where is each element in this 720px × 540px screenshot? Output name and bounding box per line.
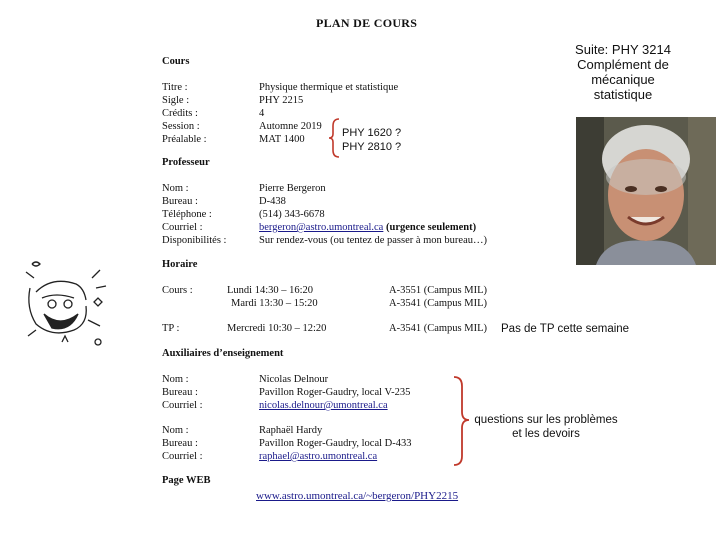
prereq-note-line-2: PHY 2810 ? <box>342 141 402 153</box>
schedule-tp-room: A-3541 (Campus MIL) <box>389 323 487 334</box>
professor-name-value: Pierre Bergeron <box>259 183 326 194</box>
suite-note-line-2: Complément de <box>577 57 669 72</box>
assistant-2-labels <box>162 424 203 463</box>
schedule-cours-time-1: Lundi 14:30 – 16:20 <box>227 285 314 296</box>
course-session-value: Automne 2019 <box>259 121 322 132</box>
course-code-value: PHY 2215 <box>259 95 304 106</box>
suite-note <box>560 42 686 102</box>
assistant-2-office-value: Pavillon Roger-Gaudry, local D-433 <box>259 438 412 449</box>
professor-office-label: Bureau : <box>162 196 198 207</box>
assistant-1-email-label: Courriel : <box>162 400 203 411</box>
professor-email-link[interactable]: bergeron@astro.umontreal.ca <box>259 222 384 233</box>
course-credits-value: 4 <box>259 108 265 119</box>
assistant-1-office-label: Bureau : <box>162 387 198 398</box>
schedule-tp-label: TP : <box>162 323 180 334</box>
professor-photo <box>576 117 716 265</box>
course-credits-label: Crédits : <box>162 108 198 119</box>
assistants-note <box>466 413 626 441</box>
professor-availability-value: Sur rendez-vous (ou tentez de passer à mon bureau…) <box>259 235 488 246</box>
assistant-1-labels <box>162 373 203 412</box>
cartoon-sketch-icon <box>22 258 110 352</box>
page-title: PLAN DE COURS <box>316 16 418 30</box>
course-code-label: Sigle : <box>162 95 190 106</box>
assistant-2-name-label: Nom : <box>162 425 189 436</box>
assistant-2-values <box>259 424 412 463</box>
professor-email-label: Courriel : <box>162 222 203 233</box>
professor-email-row <box>259 221 487 234</box>
schedule-cours-times <box>227 284 318 310</box>
schedule-cours-label: Cours : <box>162 285 193 296</box>
professor-heading: Professeur <box>162 157 210 168</box>
assistants-note-line-2: et les devoirs <box>512 428 580 440</box>
schedule-cours-rooms <box>389 284 487 310</box>
assistant-1-name-label: Nom : <box>162 374 189 385</box>
professor-availability-label: Disponibilités : <box>162 235 227 246</box>
schedule-cours-time-2: Mardi 13:30 – 15:20 <box>231 298 318 309</box>
assistant-2-name-value: Raphaël Hardy <box>259 425 323 436</box>
course-prereq-label: Préalable : <box>162 134 207 145</box>
suite-note-line-1: Suite: PHY 3214 <box>575 42 671 57</box>
professor-name-label: Nom : <box>162 183 189 194</box>
assistant-2-email-link[interactable]: raphael@astro.umontreal.ca <box>259 451 378 462</box>
assistant-1-name-value: Nicolas Delnour <box>259 374 329 385</box>
assistant-1-values <box>259 373 410 412</box>
professor-labels <box>162 182 226 247</box>
course-heading: Cours <box>162 56 190 67</box>
course-session-label: Session : <box>162 121 200 132</box>
course-prereq-value: MAT 1400 <box>259 134 305 145</box>
professor-phone-value: (514) 343-6678 <box>259 209 325 220</box>
tp-note: Pas de TP cette semaine <box>501 323 630 335</box>
schedule-cours-room-2: A-3541 (Campus MIL) <box>389 298 487 309</box>
prereq-note-line-1: PHY 1620 ? <box>342 127 402 139</box>
professor-phone-label: Téléphone : <box>162 209 212 220</box>
assistants-note-line-1: questions sur les problèmes <box>474 414 618 426</box>
suite-note-line-4: statistique <box>593 87 653 102</box>
assistant-2-email-label: Courriel : <box>162 451 203 462</box>
course-title-value: Physique thermique et statistique <box>259 82 399 93</box>
course-title-label: Titre : <box>162 82 188 93</box>
professor-values <box>259 182 487 247</box>
prereq-brace-icon <box>328 118 340 158</box>
course-web-link[interactable]: www.astro.umontreal.ca/~bergeron/PHY2215 <box>256 490 459 502</box>
suite-note-line-3: mécanique <box>591 72 655 87</box>
assistant-1-email-link[interactable]: nicolas.delnour@umontreal.ca <box>259 400 388 411</box>
professor-email-suffix: (urgence seulement) <box>385 222 477 233</box>
professor-office-value: D-438 <box>259 196 286 207</box>
course-labels <box>162 81 207 146</box>
schedule-heading: Horaire <box>162 259 198 270</box>
web-heading: Page WEB <box>162 475 211 486</box>
schedule-tp-time: Mercredi 10:30 – 12:20 <box>227 323 327 334</box>
assistants-heading: Auxiliaires d’enseignement <box>162 348 284 359</box>
assistant-2-office-label: Bureau : <box>162 438 198 449</box>
assistant-1-office-value: Pavillon Roger-Gaudry, local V-235 <box>259 387 411 398</box>
prereq-note <box>342 126 401 154</box>
schedule-cours-room-1: A-3551 (Campus MIL) <box>389 285 487 296</box>
